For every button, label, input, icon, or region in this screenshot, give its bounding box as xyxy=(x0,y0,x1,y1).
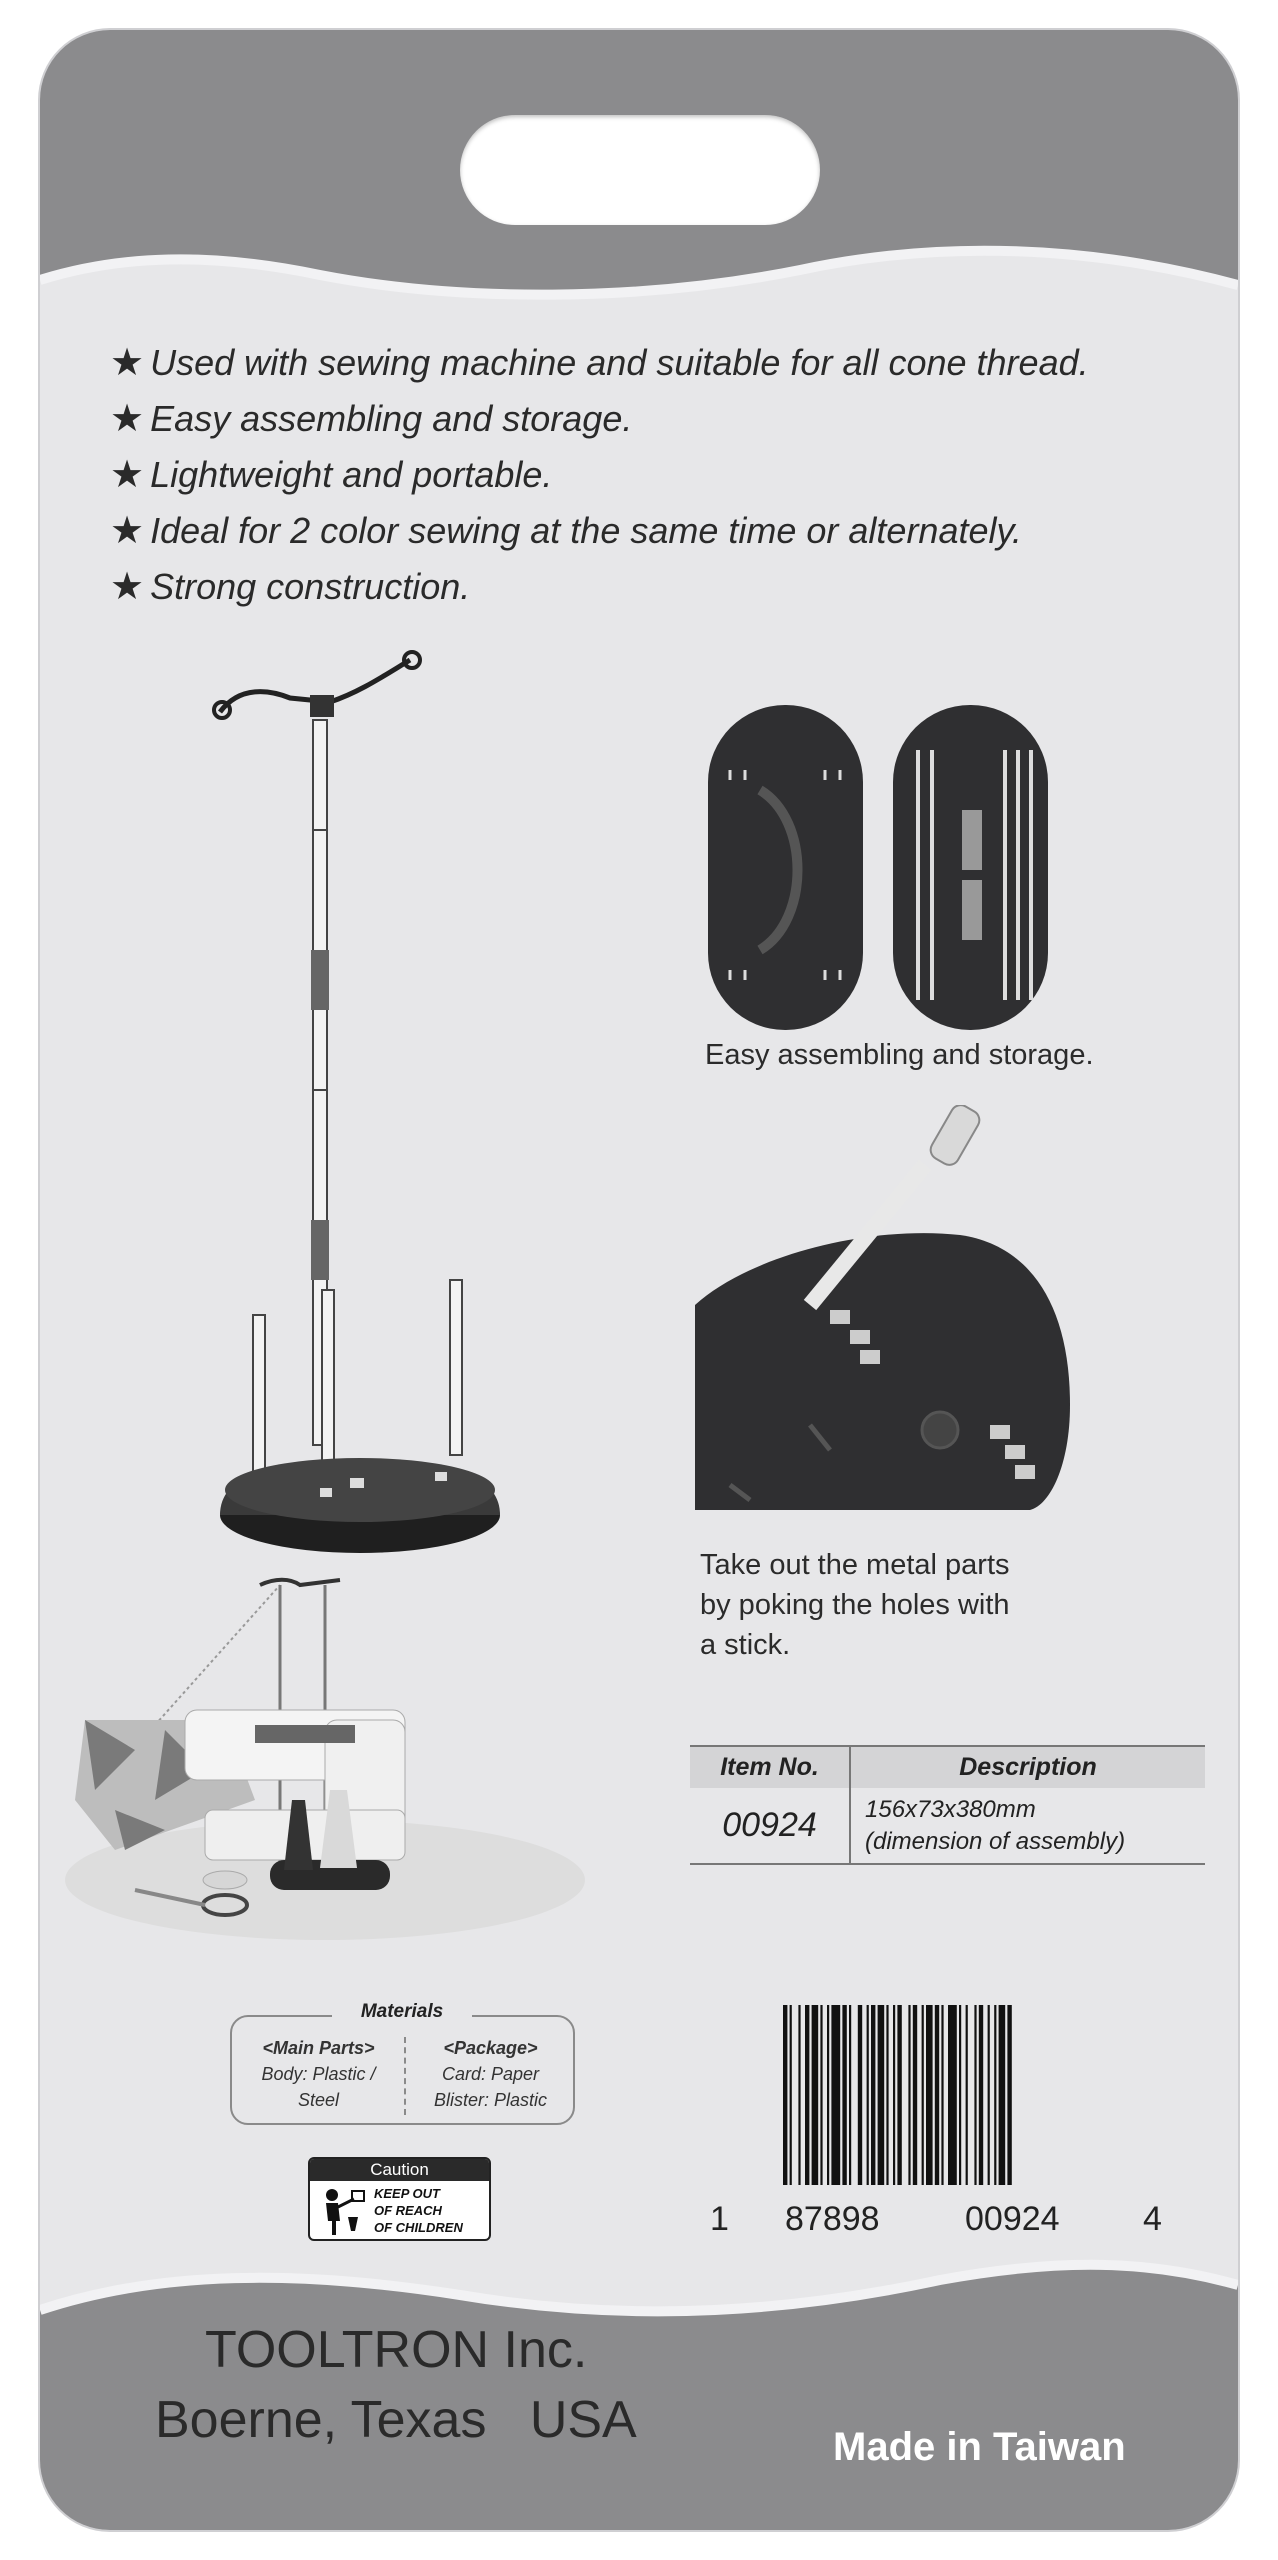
materials-divider xyxy=(404,2037,406,2115)
star-icon: ★ xyxy=(110,342,145,384)
barcode-digit: 1 xyxy=(710,2200,729,2238)
feature-item: ★ Lightweight and portable. xyxy=(110,454,553,496)
barcode-digit: 00924 xyxy=(965,2200,1060,2238)
feature-item: ★ Used with sewing machine and suitable for all cone thread. xyxy=(110,342,1089,384)
feature-item: ★ Strong construction. xyxy=(110,566,471,608)
caution-text: KEEP OUT OF REACH OF CHILDREN xyxy=(374,2186,463,2235)
product-card xyxy=(40,30,1238,2530)
made-in-label: Made in Taiwan xyxy=(833,2425,1126,2469)
caution-title: Caution xyxy=(310,2159,489,2181)
description-header: Description xyxy=(850,1746,1205,1788)
storage-photo xyxy=(700,670,1100,1040)
star-icon: ★ xyxy=(110,454,145,496)
barcode xyxy=(775,2005,1135,2190)
company-location: Boerne, Texas USA xyxy=(155,2391,637,2449)
main-parts-column: <Main Parts> Body: Plastic / Steel xyxy=(261,2038,376,2110)
child-warning-icon xyxy=(318,2187,368,2237)
spec-table xyxy=(690,1745,1205,1865)
table-row xyxy=(690,1788,1205,1864)
caution-label xyxy=(308,2157,491,2241)
hang-hole xyxy=(460,115,820,225)
storage-caption: Easy assembling and storage. xyxy=(705,1039,1094,1071)
star-icon: ★ xyxy=(110,398,145,440)
materials-title: Materials xyxy=(332,2001,472,2023)
item-no-value: 00924 xyxy=(690,1788,850,1864)
barcode-digit: 4 xyxy=(1143,2200,1162,2238)
item-no-header: Item No. xyxy=(690,1746,850,1788)
metal-parts-caption: Take out the metal parts by poking the holes with a stick. xyxy=(700,1549,1010,1661)
feature-item: ★ Ideal for 2 color sewing at the same time or alternately. xyxy=(110,510,1022,552)
thread-stand-illustration xyxy=(210,630,510,1590)
table-header-row xyxy=(690,1746,1205,1788)
company-name: TOOLTRON Inc. xyxy=(205,2321,588,2379)
metal-parts-photo xyxy=(690,1105,1090,1545)
feature-list xyxy=(110,335,1089,615)
star-icon: ★ xyxy=(110,510,145,552)
package-column: <Package> Card: Paper Blister: Plastic xyxy=(433,2038,548,2110)
sewing-machine-photo xyxy=(55,1550,615,1970)
star-icon: ★ xyxy=(110,566,145,608)
barcode-digit: 87898 xyxy=(785,2200,880,2238)
materials-box xyxy=(230,2001,575,2125)
description-value: 156x73x380mm (dimension of assembly) xyxy=(850,1788,1205,1864)
feature-item: ★ Easy assembling and storage. xyxy=(110,398,633,440)
